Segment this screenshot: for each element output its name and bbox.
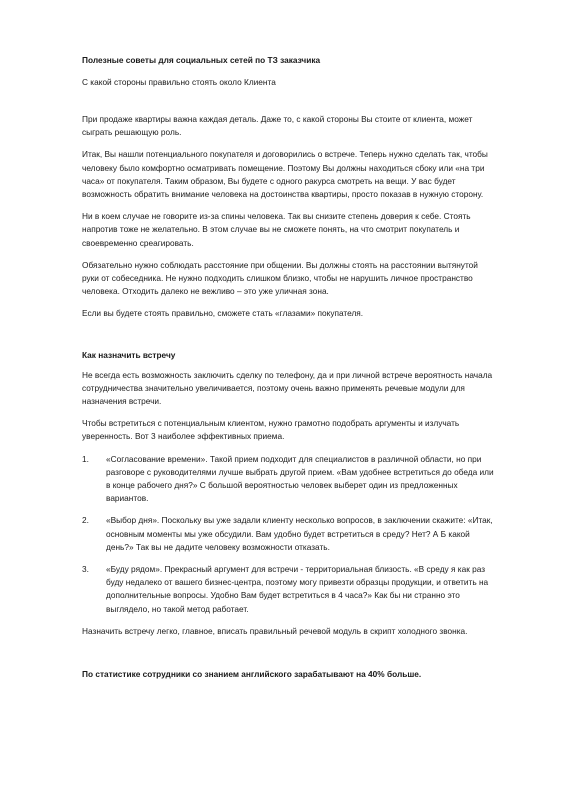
document-subtitle: С какой стороны правильно стоять около Клиента [82, 77, 276, 87]
document-title: Полезные советы для социальных сетей по ТЗ заказчика [82, 55, 321, 65]
list-text: «Согласование времени». Такой прием подходит для специалистов в различной области, но при разговоре с руководителями лучше выбрать другой прием. «Вам удобнее встретиться до обеда или в конце рабочего дня?» С большой вероятностью человек выберет один из предложенных вариантов. [106, 453, 494, 504]
list-text: «Буду рядом». Прекрасный аргумент для встречи - территориальная близость. «В среду я как раз буду недалеко от вашего бизнес-центра, поэтому могу привезти образцы продукции, и ответить на дополнительные вопросы. Удобно Вам будет встретиться в 4 часа?» Как бы ни странно это выглядело, но такой метод работает. [106, 564, 489, 614]
paragraph: При продаже квартиры важна каждая деталь. Даже то, с какой стороны Вы стоите от клиента, может сыграть решающую роль. [82, 114, 473, 138]
paragraph: Чтобы встретиться с потенциальным клиентом, нужно грамотно подобрать аргументы и излучать уверенность. Вот 3 наиболее эффективных приема. [82, 418, 460, 442]
section-placement [82, 113, 496, 321]
footer-statement: По статистике сотрудники со знанием английского зарабатывают на 40% больше. [82, 669, 422, 680]
list-item [82, 514, 496, 554]
list-item [82, 453, 496, 506]
paragraph: Итак, Вы нашли потенциального покупателя и договорились о встрече. Теперь нужно сделать так, чтобы человеку было комфортно осматривать помещение. Поэтому Вы должны находиться сбоку или «на три часа» от покупателя. Таким образом, Вы будете с одного ракурса смотреть на вещи. У вас будет возможность обратить внимание человека на достоинства квартиры, просто показав в нужную сторону. [82, 149, 488, 200]
list-text: «Выбор дня». Поскольку вы уже задали клиенту несколько вопросов, в заключении скажите: «Итак, основным моменты мы уже обсудили. Вам удобно будет встретиться в среду? Нет? А Б какой день?» Так вы не дадите человеку возможности отказать. [106, 515, 493, 552]
section-meeting [82, 349, 496, 638]
list-number: 2. [82, 515, 89, 526]
document-body [82, 54, 496, 680]
paragraph: Ни в коем случае не говорите из-за спины человека. Так вы снизите степень доверия к себе. Стоять напротив тоже не желательно. В этом случае вы не сможете понять, на что смотрит покупатель и своевременно среагировать. [82, 211, 471, 248]
paragraph: Назначить встречу легко, главное, вписать правильный речевой модуль в скрипт холодного звонка. [82, 625, 468, 636]
list-item [82, 563, 496, 616]
section-heading: Как назначить встречу [82, 349, 176, 360]
paragraph: Не всегда есть возможность заключить сделку по телефону, да и при личной встрече вероятность начала сотрудничества значительно увеличивается, поэтому очень важно применять речевые модули для назначения встречи. [82, 369, 493, 407]
paragraph: Если вы будете стоять правильно, сможете стать «глазами» покупателя. [82, 308, 364, 319]
paragraph: Обязательно нужно соблюдать расстояние при общении. Вы должны стоять на расстоянии вытянутой руки от собеседника. Не нужно подходить слишком близко, чтобы не нарушить личное пространство человека. Отходить далеко не вежливо – это уже уличная зона. [82, 259, 478, 297]
list-number: 3. [82, 564, 89, 575]
list-number: 1. [82, 453, 89, 464]
